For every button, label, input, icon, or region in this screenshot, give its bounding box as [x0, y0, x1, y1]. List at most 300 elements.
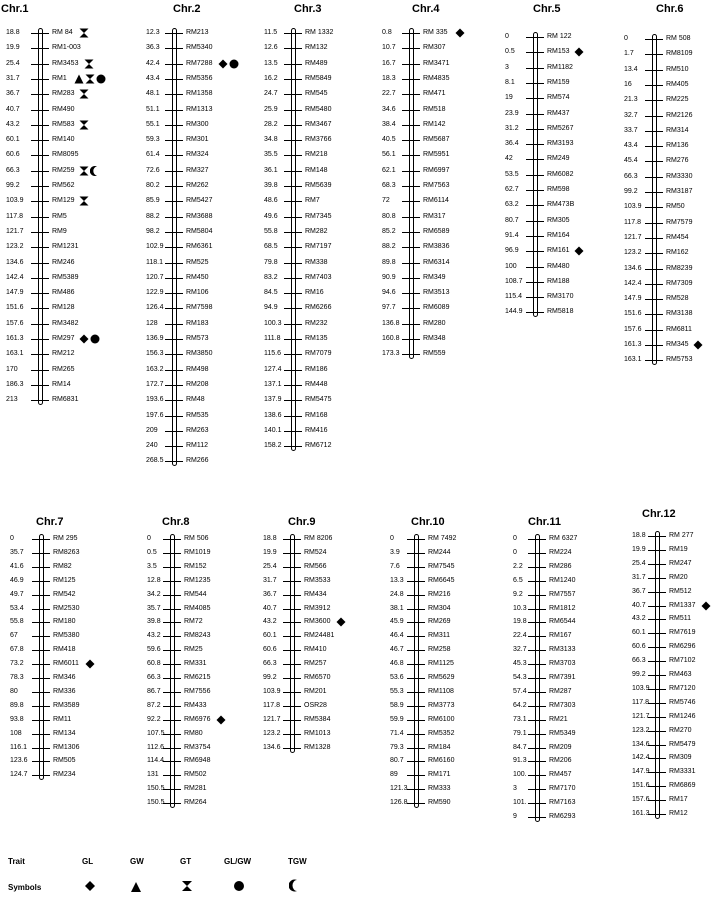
- diamond-icon: [216, 715, 226, 725]
- marker-position: 31.7: [263, 577, 277, 584]
- marker-tick: [648, 619, 666, 620]
- marker-position: 22.4: [513, 632, 527, 639]
- marker-tick: [32, 720, 50, 721]
- marker-position: 46.8: [390, 660, 404, 667]
- marker-position: 45.4: [624, 157, 638, 164]
- marker-position: 53.5: [505, 171, 519, 178]
- marker-tick: [165, 461, 183, 462]
- marker-position: 172.7: [146, 381, 164, 388]
- marker-name: RM6712: [305, 442, 332, 449]
- marker-tick: [284, 263, 302, 264]
- marker-name: RM583: [52, 121, 75, 128]
- marker-name: RM5804: [186, 228, 213, 235]
- marker-name: RM5818: [547, 308, 574, 315]
- hourglass-icon: [181, 880, 193, 892]
- marker-tick: [165, 308, 183, 309]
- marker-tick: [528, 595, 546, 596]
- marker-tick: [648, 606, 666, 607]
- chromosome-bar: [170, 534, 175, 808]
- marker-tick: [284, 293, 302, 294]
- marker-name: RM8239: [666, 265, 693, 272]
- marker-tick: [163, 775, 181, 776]
- marker-name: RM300: [186, 121, 209, 128]
- marker-name: RM3773: [428, 702, 455, 709]
- marker-position: 13.3: [390, 577, 404, 584]
- marker-tick: [31, 385, 49, 386]
- marker-tick: [284, 171, 302, 172]
- legend-trait-gt: GT: [180, 857, 192, 866]
- marker-name: RM3331: [669, 768, 696, 775]
- marker-tick: [526, 83, 544, 84]
- marker-position: 79.8: [264, 259, 278, 266]
- marker-tick: [284, 385, 302, 386]
- marker-position: 92.2: [147, 716, 161, 723]
- marker-name: RM 84: [52, 29, 73, 36]
- marker-position: 142.4: [6, 274, 24, 281]
- marker-position: 66.3: [263, 660, 277, 667]
- marker-name: RM434: [304, 591, 327, 598]
- marker-tick: [528, 567, 546, 568]
- marker-position: 136.9: [146, 335, 164, 342]
- marker-tick: [31, 232, 49, 233]
- marker-tick: [645, 345, 663, 346]
- marker-name: RM7403: [305, 274, 332, 281]
- marker-tick: [32, 734, 50, 735]
- marker-position: 103.9: [263, 688, 281, 695]
- marker-position: 36.7: [6, 90, 20, 97]
- marker-position: 126.8: [390, 799, 408, 806]
- marker-tick: [648, 550, 666, 551]
- marker-position: 101.: [513, 799, 527, 806]
- marker-name: RM7557: [549, 591, 576, 598]
- marker-name: RM224: [549, 549, 572, 556]
- marker-name: RM1019: [184, 549, 211, 556]
- marker-name: RM6976: [184, 716, 211, 723]
- marker-position: 25.9: [264, 106, 278, 113]
- marker-name: RM3836: [423, 243, 450, 250]
- marker-position: 163.1: [624, 356, 642, 363]
- marker-name: RM410: [304, 646, 327, 653]
- marker-position: 117.8: [632, 699, 649, 706]
- chromosome-title: Chr.6: [656, 3, 684, 15]
- marker-name: RM573: [186, 335, 209, 342]
- marker-tick: [165, 217, 183, 218]
- marker-name: RM473B: [547, 201, 575, 208]
- marker-tick: [645, 299, 663, 300]
- marker-position: 103.9: [632, 685, 650, 692]
- marker-tick: [32, 581, 50, 582]
- marker-position: 240: [146, 442, 158, 449]
- marker-position: 66.3: [632, 657, 646, 664]
- chromosome-title: Chr.2: [173, 3, 201, 15]
- marker-position: 117.8: [6, 213, 23, 220]
- marker-name: RM6811: [666, 326, 692, 333]
- marker-name: RM5639: [305, 182, 332, 189]
- marker-tick: [32, 706, 50, 707]
- marker-position: 150.5: [147, 785, 165, 792]
- marker-tick: [402, 33, 420, 34]
- marker-tick: [407, 803, 425, 804]
- marker-name: RM327: [186, 167, 209, 174]
- marker-name: RM3850: [186, 350, 213, 357]
- marker-name: RM331: [184, 660, 207, 667]
- marker-position: 170: [6, 366, 18, 373]
- marker-tick: [284, 201, 302, 202]
- marker-position: 10.7: [382, 44, 396, 51]
- marker-name: RM48: [186, 396, 205, 403]
- marker-position: 116.1: [10, 744, 27, 751]
- marker-tick: [284, 140, 302, 141]
- marker-position: 16.2: [264, 75, 278, 82]
- marker-position: 12.8: [147, 577, 161, 584]
- marker-name: RM276: [666, 157, 689, 164]
- marker-tick: [163, 609, 181, 610]
- marker-tick: [284, 247, 302, 248]
- hourglass-icon: [85, 74, 95, 84]
- marker-position: 79.3: [390, 744, 404, 751]
- marker-position: 48.1: [146, 90, 160, 97]
- chromosome-title: Chr.3: [294, 3, 322, 15]
- marker-tick: [165, 33, 183, 34]
- marker-position: 19.9: [632, 546, 646, 553]
- marker-position: 83.2: [264, 274, 278, 281]
- marker-tick: [526, 129, 544, 130]
- marker-tick: [284, 232, 302, 233]
- marker-name: RM5349: [549, 730, 576, 737]
- marker-position: 91.4: [505, 232, 519, 239]
- hourglass-icon: [79, 28, 89, 38]
- chromosome-title: Chr.10: [411, 516, 445, 528]
- marker-name: RM244: [428, 549, 451, 556]
- marker-tick: [526, 267, 544, 268]
- marker-position: 72: [382, 197, 390, 204]
- marker-position: 79.1: [513, 730, 527, 737]
- marker-position: 43.2: [147, 632, 161, 639]
- marker-position: 127.4: [264, 366, 282, 373]
- marker-name: RM1812: [549, 605, 576, 612]
- marker-tick: [402, 155, 420, 156]
- marker-name: RM3133: [549, 646, 576, 653]
- marker-name: RM7391: [549, 674, 576, 681]
- marker-position: 36.7: [263, 591, 277, 598]
- marker-position: 3.5: [147, 563, 157, 570]
- marker-name: RM6296: [669, 643, 696, 650]
- marker-tick: [402, 125, 420, 126]
- marker-position: 137.9: [264, 396, 282, 403]
- marker-name: RM201: [304, 688, 327, 695]
- marker-name: RM448: [305, 381, 328, 388]
- marker-tick: [528, 789, 546, 790]
- marker-tick: [165, 171, 183, 172]
- diamond-icon: [79, 334, 89, 344]
- marker-tick: [284, 370, 302, 371]
- marker-tick: [31, 33, 49, 34]
- marker-name: RM7170: [549, 785, 576, 792]
- marker-name: RM5427: [186, 197, 213, 204]
- marker-name: RM6869: [669, 782, 696, 789]
- marker-tick: [283, 567, 301, 568]
- marker-name: RM218: [305, 151, 328, 158]
- marker-position: 86.7: [147, 688, 161, 695]
- diamond-icon: [336, 617, 346, 627]
- marker-position: 89.8: [10, 702, 24, 709]
- marker-position: 48.6: [264, 197, 278, 204]
- marker-tick: [32, 678, 50, 679]
- marker-position: 94.9: [264, 304, 278, 311]
- marker-tick: [528, 678, 546, 679]
- marker-name: RM258: [428, 646, 451, 653]
- chromosome-title: Chr.7: [36, 516, 64, 528]
- marker-tick: [526, 159, 544, 160]
- marker-position: 80.8: [382, 213, 396, 220]
- marker-position: 111.8: [264, 335, 281, 342]
- marker-position: 197.6: [146, 412, 164, 419]
- diamond-icon: [574, 47, 584, 57]
- marker-position: 34.8: [264, 136, 278, 143]
- marker-tick: [31, 217, 49, 218]
- marker-tick: [283, 720, 301, 721]
- marker-position: 2.2: [513, 563, 523, 570]
- marker-name: RM450: [186, 274, 209, 281]
- marker-position: 23.9: [505, 110, 519, 117]
- marker-name: RM311: [428, 632, 451, 639]
- marker-name: RM309: [669, 754, 692, 761]
- marker-tick: [283, 664, 301, 665]
- marker-name: RM 277: [669, 532, 694, 539]
- marker-position: 31.2: [505, 125, 519, 132]
- marker-name: RM454: [666, 234, 689, 241]
- marker-tick: [283, 650, 301, 651]
- marker-position: 59.6: [147, 646, 161, 653]
- marker-position: 45.3: [513, 660, 527, 667]
- marker-tick: [407, 789, 425, 790]
- marker-tick: [648, 814, 666, 815]
- marker-position: 71.4: [390, 730, 404, 737]
- marker-position: 97.7: [382, 304, 396, 311]
- marker-tick: [283, 609, 301, 610]
- marker-name: RM 335: [423, 29, 448, 36]
- marker-name: RM269: [428, 618, 451, 625]
- marker-name: RM3471: [423, 60, 450, 67]
- marker-tick: [283, 748, 301, 749]
- marker-position: 103.9: [6, 197, 24, 204]
- marker-tick: [283, 622, 301, 623]
- marker-position: 157.6: [632, 796, 650, 803]
- marker-tick: [528, 581, 546, 582]
- marker-tick: [648, 536, 666, 537]
- marker-name: RM264: [184, 799, 207, 806]
- marker-position: 115.4: [505, 293, 522, 300]
- marker-tick: [31, 339, 49, 340]
- marker-position: 66.3: [624, 173, 638, 180]
- marker-position: 55.8: [10, 618, 24, 625]
- marker-tick: [31, 171, 49, 172]
- marker-name: RM338: [305, 259, 328, 266]
- marker-tick: [165, 110, 183, 111]
- marker-tick: [528, 622, 546, 623]
- marker-name: RM333: [428, 785, 451, 792]
- marker-name: RM457: [549, 771, 572, 778]
- marker-position: 25.4: [632, 560, 646, 567]
- marker-position: 158.2: [264, 442, 282, 449]
- marker-position: 134.6: [6, 259, 24, 266]
- marker-position: 0: [624, 35, 628, 42]
- marker-position: 6.5: [513, 577, 523, 584]
- marker-position: 121.7: [632, 713, 650, 720]
- marker-name: RM5687: [423, 136, 450, 143]
- marker-name: RM 6327: [549, 535, 578, 542]
- marker-position: 60.8: [147, 660, 161, 667]
- marker-tick: [163, 567, 181, 568]
- marker-name: RM216: [428, 591, 451, 598]
- marker-tick: [526, 144, 544, 145]
- marker-name: RM112: [186, 442, 209, 449]
- marker-tick: [648, 661, 666, 662]
- marker-tick: [402, 217, 420, 218]
- marker-tick: [165, 446, 183, 447]
- marker-position: 64.2: [513, 702, 527, 709]
- marker-tick: [283, 734, 301, 735]
- marker-position: 43.4: [624, 142, 638, 149]
- marker-position: 57.4: [513, 688, 527, 695]
- marker-tick: [528, 706, 546, 707]
- marker-position: 22.7: [382, 90, 396, 97]
- marker-tick: [31, 186, 49, 187]
- marker-position: 157.6: [624, 326, 642, 333]
- marker-position: 99.2: [624, 188, 638, 195]
- marker-name: RM 508: [666, 35, 691, 42]
- marker-tick: [284, 416, 302, 417]
- marker-position: 100.3: [264, 320, 282, 327]
- marker-tick: [32, 622, 50, 623]
- marker-tick: [645, 131, 663, 132]
- marker-name: RM574: [547, 94, 570, 101]
- marker-position: 84.5: [264, 289, 278, 296]
- marker-tick: [163, 664, 181, 665]
- marker-name: RM12: [669, 810, 688, 817]
- marker-name: RM259: [52, 167, 75, 174]
- marker-tick: [645, 284, 663, 285]
- marker-name: RM50: [666, 203, 685, 210]
- marker-tick: [407, 567, 425, 568]
- marker-tick: [402, 293, 420, 294]
- marker-tick: [407, 664, 425, 665]
- marker-tick: [645, 85, 663, 86]
- marker-name: RM1182: [547, 64, 573, 71]
- marker-name: RM171: [428, 771, 451, 778]
- marker-name: RM1246: [669, 713, 696, 720]
- marker-position: 107.5: [147, 730, 165, 737]
- marker-position: 1.7: [624, 50, 634, 57]
- marker-name: RM1358: [186, 90, 213, 97]
- marker-tick: [163, 650, 181, 651]
- marker-name: RM11: [53, 716, 72, 723]
- marker-tick: [165, 431, 183, 432]
- legend-trait-tgw: TGW: [288, 857, 307, 866]
- marker-position: 0.8: [382, 29, 392, 36]
- marker-tick: [165, 400, 183, 401]
- marker-tick: [284, 125, 302, 126]
- marker-tick: [165, 186, 183, 187]
- marker-tick: [407, 581, 425, 582]
- marker-name: RM164: [547, 232, 570, 239]
- marker-name: RM3600: [304, 618, 331, 625]
- marker-position: 100.: [513, 771, 527, 778]
- marker-tick: [284, 79, 302, 80]
- triangle-icon: [74, 74, 84, 84]
- marker-tick: [32, 748, 50, 749]
- marker-position: 60.1: [6, 136, 20, 143]
- marker-position: 140.1: [264, 427, 282, 434]
- marker-position: 124.7: [10, 771, 28, 778]
- marker-position: 87.2: [147, 702, 161, 709]
- marker-position: 122.9: [146, 289, 164, 296]
- marker-position: 21.3: [624, 96, 638, 103]
- marker-position: 25.4: [263, 563, 277, 570]
- marker-position: 89: [390, 771, 398, 778]
- marker-name: RM135: [305, 335, 328, 342]
- marker-name: RM5352: [428, 730, 455, 737]
- marker-position: 28.2: [264, 121, 278, 128]
- marker-position: 38.4: [382, 121, 396, 128]
- marker-tick: [163, 636, 181, 637]
- marker-tick: [31, 263, 49, 264]
- marker-position: 19.8: [513, 618, 527, 625]
- marker-tick: [31, 48, 49, 49]
- marker-tick: [32, 539, 50, 540]
- marker-position: 142.4: [632, 754, 650, 761]
- marker-position: 31.7: [6, 75, 20, 82]
- marker-tick: [648, 731, 666, 732]
- marker-position: 51.1: [146, 106, 160, 113]
- marker-position: 136.8: [382, 320, 400, 327]
- marker-tick: [648, 675, 666, 676]
- marker-tick: [648, 758, 666, 759]
- marker-tick: [165, 64, 183, 65]
- marker-tick: [528, 748, 546, 749]
- marker-name: RM544: [184, 591, 207, 598]
- marker-position: 39.8: [264, 182, 278, 189]
- marker-name: RM9: [52, 228, 67, 235]
- marker-tick: [165, 416, 183, 417]
- marker-tick: [407, 748, 425, 749]
- marker-position: 99.2: [632, 671, 646, 678]
- marker-name: RM247: [669, 560, 692, 567]
- marker-position: 60.1: [263, 632, 277, 639]
- marker-tick: [407, 539, 425, 540]
- marker-name: RM1125: [428, 660, 454, 667]
- marker-position: 16: [624, 81, 632, 88]
- marker-tick: [283, 539, 301, 540]
- marker-name: RM3766: [305, 136, 332, 143]
- marker-tick: [284, 324, 302, 325]
- marker-name: RM6100: [428, 716, 455, 723]
- marker-position: 78.3: [10, 674, 24, 681]
- marker-position: 157.6: [6, 320, 24, 327]
- marker-name: RM246: [52, 259, 75, 266]
- marker-position: 12.3: [146, 29, 160, 36]
- marker-position: 35.7: [147, 605, 161, 612]
- marker-position: 117.8: [263, 702, 280, 709]
- marker-tick: [645, 330, 663, 331]
- marker-name: RM14: [52, 381, 71, 388]
- marker-name: RM1108: [428, 688, 454, 695]
- marker-tick: [645, 314, 663, 315]
- marker-tick: [407, 775, 425, 776]
- marker-name: RM486: [52, 289, 75, 296]
- marker-tick: [526, 98, 544, 99]
- marker-position: 46.7: [390, 646, 404, 653]
